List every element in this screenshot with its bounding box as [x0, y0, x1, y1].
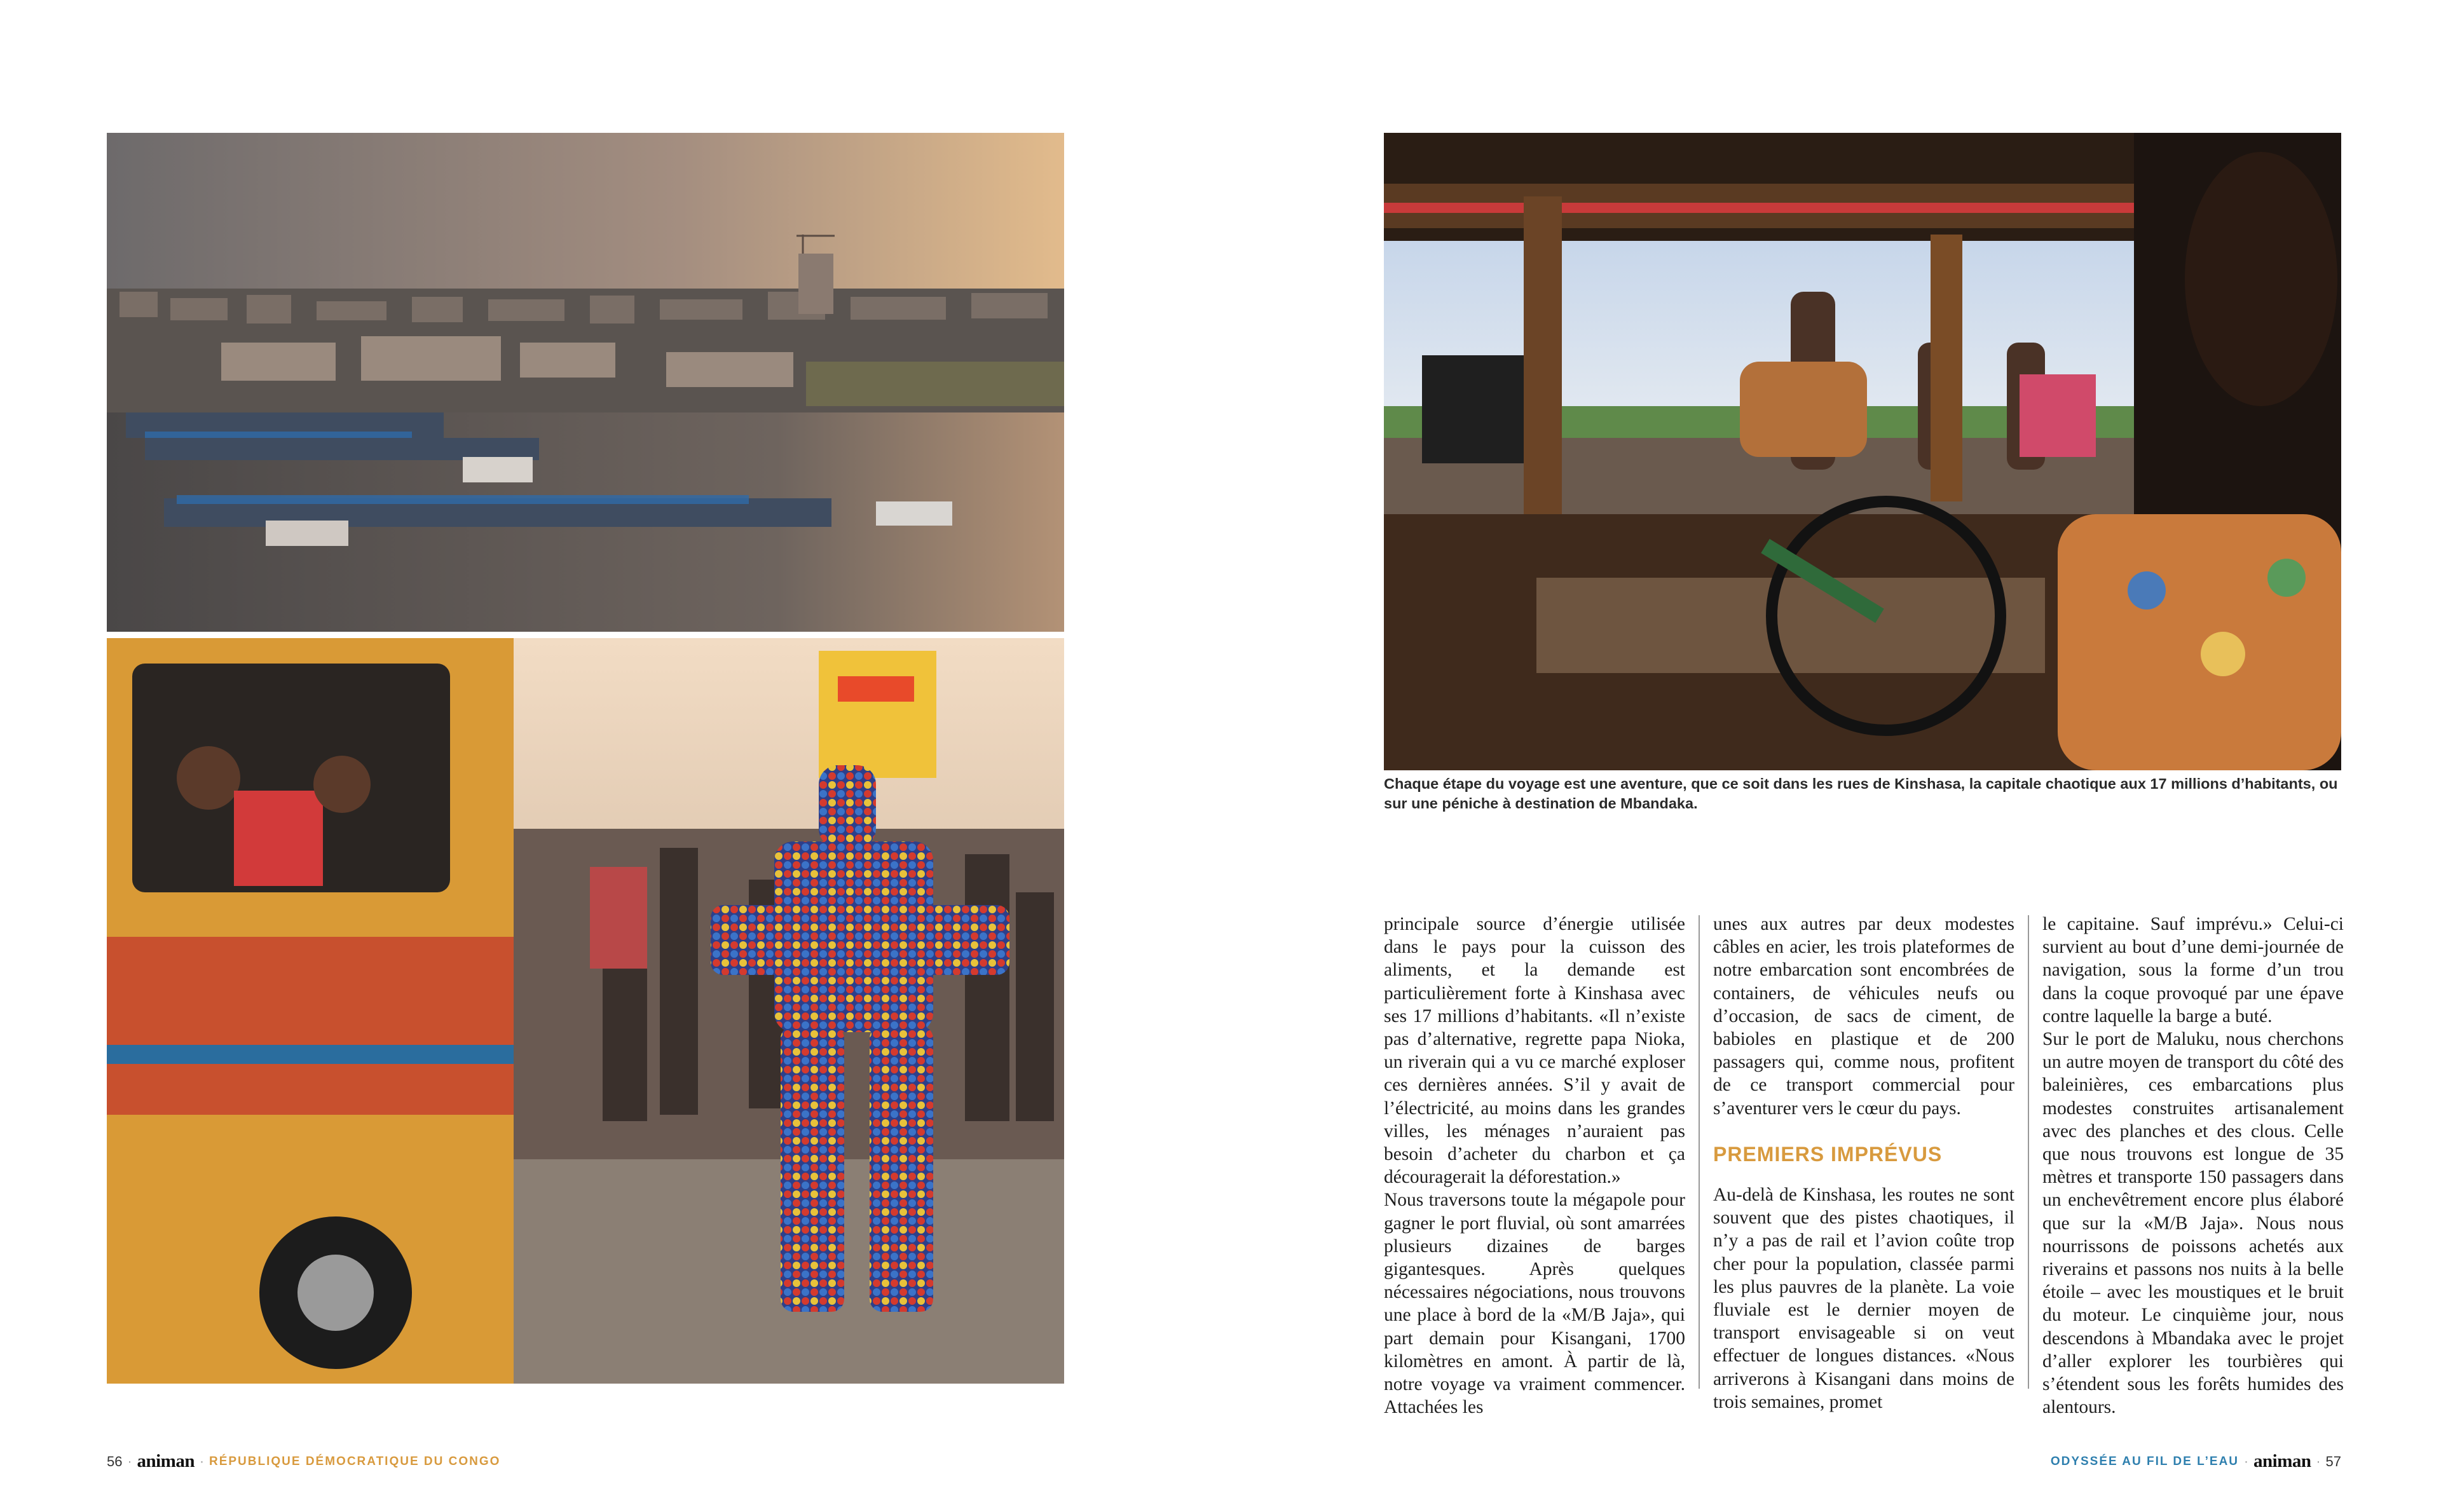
page-number-left: 56 [107, 1453, 123, 1469]
article-paragraph: le capitaine. Sauf imprévu.» Celui-ci survient au bout d’une demi-journée de navigation, sous la forme d’un trou dans la coque provoqué par une épave contre laquelle la barge a buté. [2042, 914, 2344, 1026]
article-paragraph: unes aux autres par deux modestes câbles en acier, les trois plateformes de notre embarcation sont encombrées de containers, de véhicules neufs ou d’occasion, de sacs de ciment, de babioles en plastique et de 200 passagers qui, comme nous, profitent de ce transport commercial pour s’aventurer vers le cœur du pays. [1713, 914, 2014, 1119]
left-page-footer [107, 1451, 500, 1472]
section-subheading: PREMIERS IMPRÉVUS [1713, 1142, 1943, 1166]
section-title-right: ODYSSÉE AU FIL DE L’EAU [2050, 1454, 2239, 1468]
footer-separator: · [199, 1454, 204, 1469]
footer-separator: · [2316, 1454, 2321, 1469]
harbor-aerial-image [107, 133, 1064, 632]
magazine-logo: animan [2253, 1451, 2311, 1471]
article-paragraph: principale source d’énergie utilisée dans le pays pour la cuisson des aliments, et la demande est particulièrement forte à Kinshasa avec ses 17 millions d’habitants. «Il n’existe pas d’alternative, regrette papa Nioka, un riverain qui a vu ce marché exploser ces dernières années. S’il y avait de l’électricité, au moins dans les grandes villes, les ménages n’auraient pas besoin d’acheter du charbon et ça découragerait la déforestation.» [1384, 914, 1685, 1188]
article-column-1 [1384, 913, 1685, 1419]
street-costume-photo [107, 638, 1064, 1384]
barge-wheelhouse-image [1384, 133, 2341, 770]
page-number-right: 57 [2325, 1453, 2341, 1469]
article-paragraph: Sur le port de Maluku, nous cherchons un autre moyen de transport du côté des baleinières, ces embarcations plus modestes construites artisanalement avec des planches et des clous. Celle que nous trouvons est longue de 35 mètres et transporte 150 passagers dans un enchevêtrement encore plus élaboré que sur la «M/B Jaja». Nous nous nourrissons de poissons achetés aux riverains et passons nos nuits à la belle étoile – avec les moustiques et le bruit du moteur. Le cinquième jour, nous descendons à Mbandaka avec le projet d’aller explorer les tourbières qui s’étendent sous les forêts humides des alentours. [2042, 1029, 2344, 1418]
footer-separator: · [2244, 1454, 2249, 1469]
column-divider [2028, 915, 2029, 1389]
right-page-footer [2051, 1451, 2341, 1472]
footer-separator: · [127, 1454, 132, 1469]
article-column-3 [2042, 913, 2344, 1419]
section-title-left: RÉPUBLIQUE DÉMOCRATIQUE DU CONGO [209, 1454, 501, 1468]
magazine-logo: animan [137, 1451, 195, 1471]
photo-caption: Chaque étape du voyage est une aventure, que ce soit dans les rues de Kinshasa, la capitale chaotique aux 17 millions d’habitants, ou sur une péniche à destination de Mbandaka. [1384, 775, 2338, 812]
street-costume-image [107, 638, 1064, 1384]
harbor-aerial-photo [107, 133, 1064, 632]
article-paragraph: Au-delà de Kinshasa, les routes ne sont souvent que des pistes chaotiques, il n’y a pas de rail et l’avion coûte trop cher pour la population, classée parmi les plus pauvres de la planète. La voie fluviale est le dernier moyen de transport envisageable si on veut effectuer de longues distances. «Nous arriverons à Kisangani dans moins de trois semaines, promet [1713, 1185, 2014, 1412]
article-paragraph: Nous traversons toute la mégapole pour gagner le port fluvial, où sont amarrées plusieurs dizaines de barges gigantesques. Après quelques nécessaires négociations, nous trouvons une place à bord de la «M/B Jaja», qui part demain pour Kisangani, 1700 kilomètres en amont. À partir de là, notre voyage va vraiment commencer. Attachées les [1384, 1190, 1685, 1418]
article-column-2 [1713, 913, 2014, 1413]
column-divider [1699, 915, 1700, 1389]
barge-wheelhouse-photo [1384, 133, 2341, 770]
